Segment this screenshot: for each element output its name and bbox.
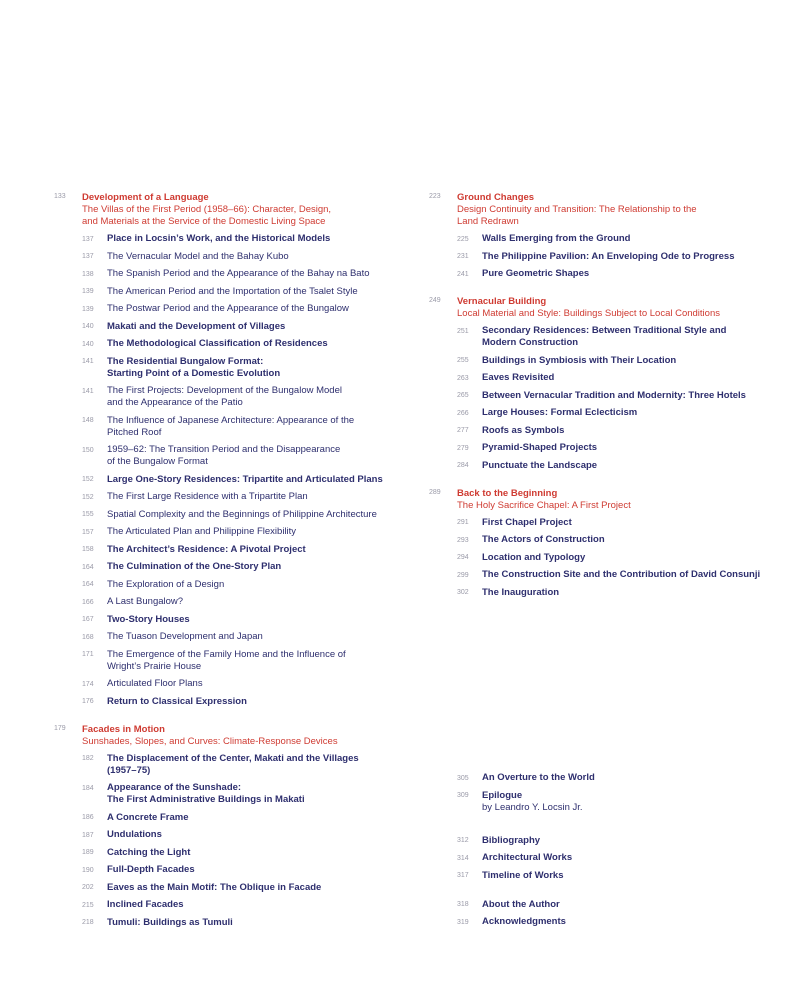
toc-entry[interactable] (429, 517, 774, 529)
entry-title: Buildings in Symbiosis with Their Location (482, 354, 677, 366)
entry-title: The Architect’s Residence: A Pivotal Project (107, 543, 306, 555)
toc-entry[interactable] (54, 356, 404, 380)
toc-entry[interactable] (54, 631, 404, 643)
section-page-number: 249 (429, 297, 441, 304)
toc-entry[interactable] (54, 782, 404, 806)
entry-page-number: 137 (82, 253, 94, 260)
entry-title: The Culmination of the One-Story Plan (107, 561, 282, 572)
toc-section (54, 724, 404, 929)
section-title[interactable]: Development of a Language (82, 192, 209, 203)
entry-title: Return to Classical Expression (107, 695, 247, 707)
entry-page-number: 202 (82, 884, 94, 891)
toc-entry-group (429, 772, 774, 814)
section-heading (82, 192, 404, 228)
toc-entry[interactable] (429, 870, 774, 882)
toc-entry[interactable] (429, 790, 774, 814)
entry-page-number: 166 (82, 598, 94, 606)
entry-title: Timeline of Works (482, 869, 564, 881)
entry-page-number: 171 (82, 651, 94, 658)
section-page-number: 223 (429, 193, 441, 200)
entry-page-number: 266 (457, 409, 469, 417)
section-heading (457, 192, 774, 228)
entry-title: The Philippine Pavilion: An Enveloping Ode to Progress (482, 250, 735, 262)
entry-page-number: 176 (82, 698, 94, 705)
entry-title: Catching the Light (107, 846, 191, 858)
toc-entry[interactable] (54, 385, 404, 409)
entry-title: Location and Typology (482, 551, 586, 563)
entry-title: The Influence of Japanese Architecture: Appearance of the Pitched Roof (107, 414, 355, 438)
toc-entry[interactable] (54, 415, 404, 439)
toc-entry[interactable] (429, 772, 774, 784)
entry-page-number: 293 (457, 536, 469, 544)
toc-entry[interactable] (54, 917, 404, 929)
entry-page-number: 317 (457, 872, 469, 879)
entry-title: The Residential Bungalow Format: Starting Point of a Domestic Evolution (107, 355, 281, 379)
toc-entry[interactable] (429, 355, 774, 367)
toc-entry[interactable] (54, 678, 404, 690)
section-entries (429, 233, 774, 280)
entry-page-number: 164 (82, 581, 94, 588)
entry-title: The Construction Site and the Contribution of David Consunji (482, 569, 761, 580)
entry-page-number: 140 (82, 323, 94, 330)
toc-entry[interactable] (429, 569, 774, 581)
entry-title: The Emergence of the Family Home and the Influence of Wright’s Prairie House (107, 648, 346, 672)
entry-page-number: 319 (457, 918, 469, 926)
toc-entry[interactable] (54, 864, 404, 876)
section-entries (429, 517, 774, 599)
toc-entry[interactable] (54, 899, 404, 911)
entry-title: Large Houses: Formal Eclecticism (482, 407, 638, 418)
toc-entry[interactable] (54, 544, 404, 556)
toc-entry[interactable] (54, 509, 404, 521)
toc-entry[interactable] (429, 835, 774, 847)
entry-page-number: 137 (82, 235, 94, 243)
entry-page-number: 284 (457, 462, 469, 469)
entry-title: Secondary Residences: Between Traditional Style and Modern Construction (482, 325, 727, 348)
toc-entry[interactable] (429, 442, 774, 454)
entry-title: The Displacement of the Center, Makati and the Villages (1957–75) (107, 752, 359, 776)
toc-entry[interactable] (429, 460, 774, 472)
entry-page-number: 299 (457, 571, 469, 579)
entry-title: Pyramid-Shaped Projects (482, 442, 598, 453)
entry-title: Punctuate the Landscape (482, 459, 598, 471)
entry-page-number: 182 (82, 755, 94, 762)
toc-entry[interactable] (429, 407, 774, 419)
entry-page-number: 291 (457, 519, 469, 526)
entry-page-number: 215 (82, 901, 94, 909)
entry-page-number: 255 (457, 357, 469, 364)
toc-entry[interactable] (429, 268, 774, 280)
toc-entry[interactable] (54, 444, 404, 468)
entry-page-number: 152 (82, 493, 94, 501)
toc-entry[interactable] (429, 325, 774, 349)
entry-page-number: 305 (457, 774, 469, 782)
section-title[interactable]: Back to the Beginning (457, 487, 558, 499)
section-page-number: 179 (54, 724, 66, 732)
entry-title: Acknowledgments (482, 916, 566, 927)
entry-title: Two-Story Houses (107, 613, 190, 625)
toc-entry[interactable] (54, 491, 404, 503)
section-subtitle: Design Continuity and Transition: The Relationship to the Land Redrawn (457, 204, 697, 227)
toc-back-matter (429, 772, 774, 934)
toc-section (429, 488, 774, 599)
entry-page-number: 302 (457, 589, 469, 596)
entry-title: Articulated Floor Plans (107, 678, 203, 689)
section-title[interactable]: Vernacular Building (457, 296, 547, 307)
entry-page-number: 167 (82, 616, 94, 623)
entry-page-number: 231 (457, 253, 469, 260)
entry-title: Epilogue by Leandro Y. Locsin Jr. (482, 790, 774, 814)
entry-page-number: 190 (82, 866, 94, 874)
entry-title: The Tuason Development and Japan (107, 631, 263, 642)
toc-entry[interactable] (54, 753, 404, 777)
entry-title: Place in Locsin’s Work, and the Historical Models (107, 233, 331, 244)
toc-entry[interactable] (429, 916, 774, 928)
toc-entry[interactable] (54, 579, 404, 591)
toc-section (429, 192, 774, 280)
entry-page-number: 139 (82, 288, 94, 295)
entry-page-number: 187 (82, 831, 94, 839)
toc-entry[interactable] (54, 251, 404, 263)
entry-title: Walls Emerging from the Ground (482, 233, 631, 244)
entry-title: 1959–62: The Transition Period and the Disappearance of the Bungalow Format (107, 444, 341, 467)
entry-page-number: 225 (457, 235, 469, 243)
toc-left-column (54, 192, 404, 945)
entry-subtitle: by Leandro Y. Locsin Jr. (482, 801, 583, 813)
entry-page-number: 265 (457, 392, 469, 399)
entry-title: Pure Geometric Shapes (482, 268, 590, 279)
toc-entry[interactable] (54, 233, 404, 245)
section-heading (457, 296, 774, 320)
entry-page-number: 277 (457, 427, 469, 434)
toc-entry[interactable] (429, 852, 774, 864)
section-subtitle: Sunshades, Slopes, and Curves: Climate-Response Devices (82, 735, 338, 747)
toc-right-column (429, 192, 774, 615)
toc-entry[interactable] (54, 561, 404, 573)
entry-title: Large One-Story Residences: Tripartite and Articulated Plans (107, 473, 383, 485)
entry-page-number: 309 (457, 792, 469, 799)
entry-page-number: 318 (457, 901, 469, 908)
entry-title: The First Projects: Development of the Bungalow Model and the Appearance of the Patio (107, 385, 342, 408)
entry-page-number: 157 (82, 528, 94, 536)
section-entries (54, 233, 404, 708)
entry-page-number: 139 (82, 305, 94, 313)
toc-entry[interactable] (54, 596, 404, 608)
entry-title: A Last Bungalow? (107, 596, 184, 607)
toc-entry[interactable] (54, 812, 404, 824)
entry-title: The Inauguration (482, 586, 560, 598)
toc-entry[interactable] (54, 614, 404, 626)
toc-entry[interactable] (54, 268, 404, 280)
entry-title: Eaves as the Main Motif: The Oblique in Facade (107, 881, 322, 893)
entry-title: Inclined Facades (107, 899, 184, 910)
toc-entry[interactable] (429, 372, 774, 384)
section-entries (54, 753, 404, 929)
entry-page-number: 218 (82, 919, 94, 926)
toc-entry-group (429, 899, 774, 929)
entry-page-number: 174 (82, 680, 94, 688)
section-entries (429, 325, 774, 472)
entry-page-number: 164 (82, 563, 94, 571)
entry-title: Architectural Works (482, 852, 573, 863)
entry-title: Between Vernacular Tradition and Modernity: Three Hotels (482, 389, 746, 401)
entry-title: Makati and the Development of Villages (107, 320, 286, 332)
toc-entry[interactable] (54, 286, 404, 298)
section-heading (82, 724, 404, 748)
entry-page-number: 138 (82, 270, 94, 278)
entry-page-number: 158 (82, 546, 94, 553)
entry-title: The Actors of Construction (482, 534, 605, 545)
entry-title: An Overture to the World (482, 772, 595, 783)
entry-title: Roofs as Symbols (482, 424, 565, 436)
section-page-number: 133 (54, 193, 66, 200)
toc-entry[interactable] (429, 552, 774, 564)
entry-title: The Vernacular Model and the Bahay Kubo (107, 250, 289, 262)
entry-title: The Exploration of a Design (107, 578, 225, 590)
entry-title: A Concrete Frame (107, 811, 189, 823)
entry-title: The American Period and the Importation of the Tsalet Style (107, 285, 358, 297)
entry-title: About the Author (482, 898, 560, 910)
entry-page-number: 312 (457, 837, 469, 844)
entry-page-number: 141 (82, 387, 94, 395)
entry-title: Bibliography (482, 834, 541, 846)
entry-page-number: 140 (82, 340, 94, 348)
section-subtitle: The Villas of the First Period (1958–66): Character, Design, and Materials at the Service of the Domestic Living Space (82, 204, 332, 227)
section-subtitle: The Holy Sacrifice Chapel: A First Project (457, 499, 631, 511)
entry-title: Undulations (107, 829, 162, 840)
entry-title: The Methodological Classification of Residences (107, 338, 328, 349)
toc-entry[interactable] (54, 474, 404, 486)
entry-page-number: 186 (82, 814, 94, 821)
entry-page-number: 263 (457, 374, 469, 382)
toc-entry[interactable] (54, 649, 404, 673)
entry-page-number: 168 (82, 633, 94, 641)
toc-entry[interactable] (54, 303, 404, 315)
toc-entry[interactable] (429, 251, 774, 263)
entry-title: Appearance of the Sunshade: The First Administrative Buildings in Makati (107, 782, 305, 805)
toc-entry[interactable] (429, 587, 774, 599)
entry-title: Full-Depth Facades (107, 864, 195, 875)
entry-title: The First Large Residence with a Tripartite Plan (107, 491, 308, 502)
toc-entry[interactable] (429, 534, 774, 546)
section-title[interactable]: Ground Changes (457, 192, 535, 203)
entry-title: The Articulated Plan and Philippine Flexibility (107, 526, 297, 537)
entry-title: Tumuli: Buildings as Tumuli (107, 916, 233, 928)
entry-page-number: 141 (82, 358, 94, 365)
entry-page-number: 241 (457, 270, 469, 278)
entry-page-number: 184 (82, 784, 94, 792)
entry-page-number: 148 (82, 417, 94, 424)
toc-entry-group (429, 835, 774, 882)
toc-section (429, 296, 774, 472)
toc-entry[interactable] (54, 847, 404, 859)
entry-page-number: 155 (82, 511, 94, 518)
toc-entry[interactable] (54, 338, 404, 350)
entry-page-number: 279 (457, 444, 469, 452)
entry-page-number: 150 (82, 446, 94, 454)
toc-entry[interactable] (54, 321, 404, 333)
toc-entry[interactable] (54, 696, 404, 708)
entry-page-number: 189 (82, 849, 94, 856)
toc-section (54, 192, 404, 708)
entry-title: Spatial Complexity and the Beginnings of Philippine Architecture (107, 508, 377, 520)
toc-entry[interactable] (429, 233, 774, 245)
toc-entry[interactable] (429, 425, 774, 437)
toc-entry[interactable] (54, 829, 404, 841)
entry-title: The Postwar Period and the Appearance of the Bungalow (107, 303, 349, 314)
entry-page-number: 294 (457, 554, 469, 561)
toc-entry[interactable] (54, 526, 404, 538)
entry-page-number: 251 (457, 327, 469, 335)
entry-title: First Chapel Project (482, 516, 572, 528)
toc-entry[interactable] (429, 899, 774, 911)
toc-entry[interactable] (54, 882, 404, 894)
entry-page-number: 314 (457, 854, 469, 862)
section-heading (457, 488, 774, 512)
toc-entry[interactable] (429, 390, 774, 402)
section-title[interactable]: Facades in Motion (82, 723, 165, 735)
entry-title: The Spanish Period and the Appearance of the Bahay na Bato (107, 268, 370, 279)
section-subtitle: Local Material and Style: Buildings Subject to Local Conditions (457, 308, 720, 319)
entry-page-number: 152 (82, 476, 94, 483)
entry-title: Eaves Revisited (482, 372, 555, 383)
section-page-number: 289 (429, 488, 441, 496)
